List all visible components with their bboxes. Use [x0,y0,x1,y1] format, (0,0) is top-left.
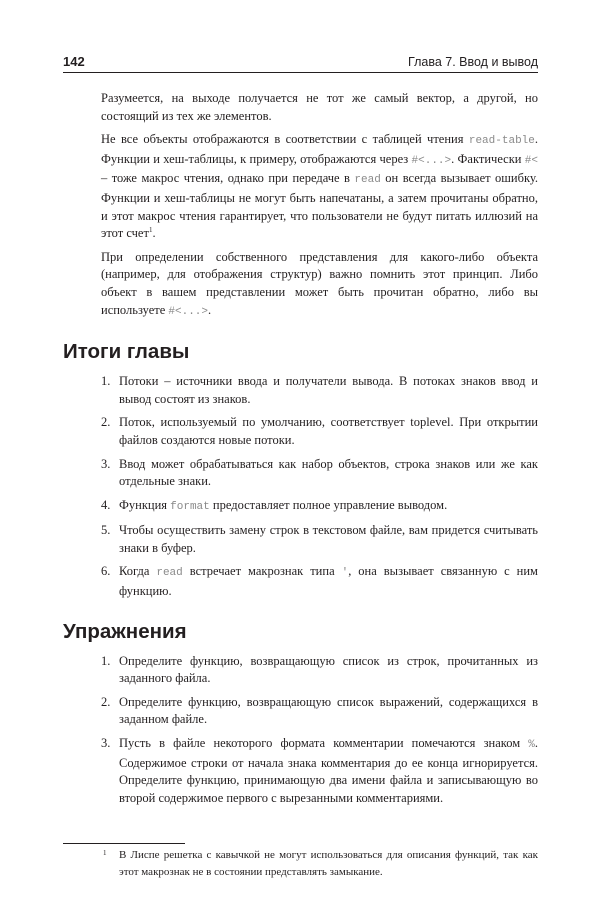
section-heading-exercises: Упражнения [63,619,187,643]
text-run: он всегда вызывает ошибку. Функции и хеш-таблицы не могут быть напечатаны, а затем прочитаны обратно, и этот макрос чтения гарантирует, что пользователи не будут питать иллюзий на этот счет [101,171,538,241]
text-run: – тоже макрос чтения, однако при передаче в [101,171,355,186]
paragraph [101,90,538,125]
inline-code: format [170,500,210,513]
text-run: Поток, используемый по умолчанию, соответствует toplevel. При открытии файлов создаются новые потоки. [119,415,538,447]
text-run: встречает макрознак типа [182,564,342,579]
summary-list [101,373,538,601]
text-run: При определении собственного представления для какого-либо объекта (например, для отображения структур) важно помнить этот принцип. Либо объект в вашем представлении может быть прочитан обратно, либо вы используете [101,249,538,317]
inline-code: % [528,739,535,752]
intro-text [101,90,538,321]
inline-code: read [156,567,183,580]
footnote [101,847,538,880]
text-run: предоставляет полное управление выводом. [209,497,448,512]
text-run: Пусть в файле некоторого формата комментарии помечаются знаком [119,736,529,751]
exercises-list-container [101,653,538,808]
footnote-divider [63,843,185,844]
text-run: Когда [119,564,157,579]
list-item [101,735,538,807]
inline-code: read-table [468,135,535,148]
text-run: . Фактически [451,151,525,166]
text-run: Определите функцию, возвращающую список из строк, прочитанных из заданного файла. [119,653,538,686]
footnote-ref: 1 [148,226,153,234]
inline-code: read [354,174,381,187]
text-run: Чтобы осуществить замену строк в текстовом файле, вам придется считывать знаки в буфер. [119,523,538,555]
list-item [101,653,538,688]
list-number: 6. [101,564,111,579]
list-number: 2. [101,415,111,430]
text-run: . Содержимое строки от начала знака комментария до ее конца игнорируется. Определите функцию, принимающую два имени файла и записывающую во второй содержимое первого с вырезанными комментариями. [119,736,538,805]
inline-code: ' [341,567,349,580]
text-run: Определите функцию, возвращающую список выражений, содержащихся в заданном файле. [119,694,538,727]
inline-code: #<...> [168,305,209,318]
list-item [101,563,538,600]
list-item [101,522,538,557]
list-item [101,694,538,729]
text-run: Потоки – источники ввода и получатели вывода. В потоках знаков ввод и вывод состоят из знаков. [119,374,538,406]
text-run: Функция [119,497,171,512]
text-run: . Функции и хеш-таблицы, к примеру, отображаются через [101,132,538,166]
list-item [101,373,538,408]
text-run: Ввод может обрабатываться как набор объектов, строка знаков или же как отдельные знаки. [119,456,538,489]
inline-code: #<...> [411,154,452,167]
summary-list-container [101,373,538,601]
paragraph [101,249,538,321]
list-number: 1. [101,653,111,668]
list-item [101,497,538,517]
inline-code: #< [524,154,538,167]
text-run: Не все объекты отображаются в соответствии с таблицей чтения [101,132,469,147]
running-header [63,54,538,73]
list-number: 3. [101,456,111,471]
list-item [101,414,538,449]
list-number: 1. [101,374,111,389]
list-item [101,456,538,491]
list-number: 3. [101,736,111,751]
list-number: 4. [101,497,111,512]
text-run: Разумеется, на выходе получается не тот же самый вектор, а другой, но состоящий из тех же элементов. [101,91,538,123]
chapter-title: Глава 7. Ввод и вывод [408,55,538,69]
exercises-list [101,653,538,808]
footnote-mark: 1 [103,849,107,858]
page-number: 142 [63,54,85,69]
text-run: , она вызывает связанную с ним функцию. [119,564,538,599]
list-number: 5. [101,523,111,538]
list-number: 2. [101,694,111,709]
section-heading-summary: Итоги главы [63,340,190,364]
paragraph [101,131,538,243]
footnote-text: В Лиспе решетка с кавычкой не могут использоваться для описания функций, так как этот макрознак не в состоянии представлять замыкание. [119,849,538,878]
text-run: . [208,302,212,317]
text-run: . [152,226,156,241]
